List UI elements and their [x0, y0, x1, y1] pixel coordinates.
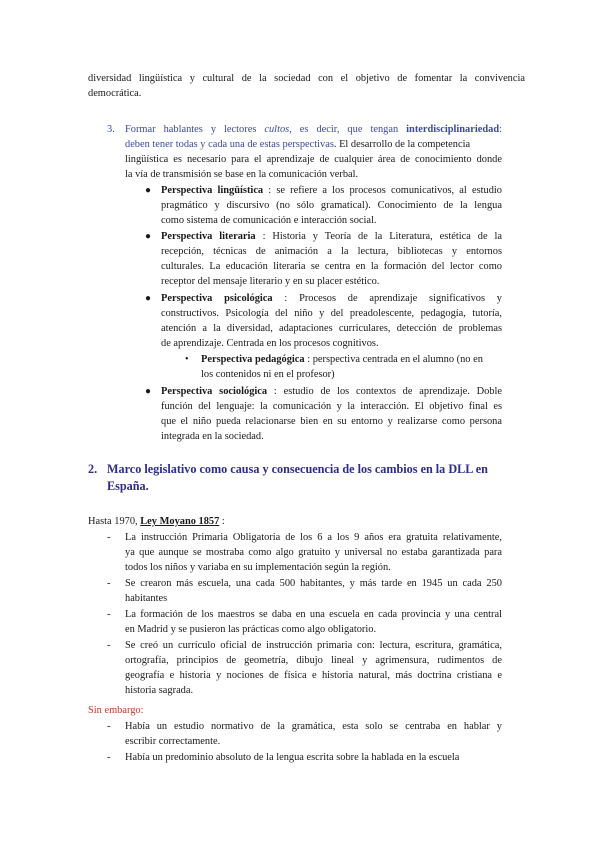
- persp-ped-label: Perspectiva pedagógica: [201, 354, 305, 365]
- persp-ling-line-2: pragmático y discursivo (no sólo gramatical). Conocimiento de la lengua: [161, 200, 502, 211]
- item3-line-4: la vía de transmisión se base en la comunicación verbal.: [125, 169, 359, 180]
- persp-ped-line-2: los contenidos ni en el profesor): [201, 369, 335, 380]
- persp-ped-text: : perspectiva centrada en el alumno (no en: [304, 354, 483, 365]
- dash-5-line-2: escribir correctamente.: [125, 736, 221, 747]
- item3-intro-b: , es decir, que tengan: [289, 124, 407, 135]
- dash-5-line-1: Había un estudio normativo de la gramática, esta solo se centraba en hablar y: [125, 721, 502, 732]
- item3-line-2-blue: deben tener todas y cada una de estas perspectivas: [125, 139, 334, 150]
- dash-icon: -: [107, 752, 111, 763]
- persp-ling-text: : se refiere a los procesos comunicativos, al estudio: [263, 185, 502, 196]
- persp-psi-line-1: [161, 291, 502, 307]
- section2-number: 2.: [88, 462, 98, 476]
- dash-2-line-2: habitantes: [125, 593, 168, 604]
- persp-psi-line-3: atención a la diversidad, adaptaciones curriculares, detección de problemas: [161, 323, 502, 334]
- dash-4-line-2: ortografía, principios de geometría, dibujo lineal y agrimensura, rudimentos de: [125, 655, 502, 666]
- item3-line-2-black: . El desarrollo de la competencia: [333, 139, 471, 150]
- item3-intro-a: Formar hablantes y lectores: [125, 124, 265, 135]
- item3-cultos: cultos: [264, 124, 290, 135]
- persp-soc-line-4: integrada en la sociedad.: [161, 431, 264, 442]
- persp-soc-line-1: [161, 384, 502, 400]
- persp-soc-label: Perspectiva sociológica: [161, 386, 268, 397]
- dash-4-line-1: Se creó un currículo oficial de instrucción primaria con: lectura, escritura, gramática,: [125, 640, 502, 651]
- persp-lit-line-4: receptor del mensaje literario y en su placer estético.: [161, 276, 380, 287]
- item3-line-1: [125, 122, 502, 138]
- dash-4-line-3: geografía e historia y nociones de física e historia natural, más doctrina cristiana e: [125, 670, 502, 681]
- small-bullet-icon: •: [185, 354, 189, 365]
- persp-lit-line-2: recepción, técnicas de animación a la lectura, bibliotecas y entornos: [161, 246, 502, 257]
- persp-ling-line-1: [161, 183, 502, 199]
- hasta-line: [88, 514, 225, 530]
- persp-ling-line-3: como sistema de comunicación e interacción social.: [161, 215, 377, 226]
- section2-title-line-1: Marco legislativo como causa y consecuencia de los cambios en la DLL en: [107, 462, 488, 476]
- bullet-icon: ●: [145, 185, 152, 196]
- dash-1-line-1: La instrucción Primaria Obligatoria de los 6 a los 9 años era gratuita relativamente,: [125, 532, 502, 543]
- intro-line-2: democrática.: [88, 88, 142, 99]
- item3-interdisciplinariedad: interdisciplinariedad: [406, 124, 500, 135]
- dash-2-line-1: Se crearon más escuela, una cada 500 habitantes, y más tarde en 1945 un cada 250: [125, 578, 502, 589]
- dash-icon: -: [107, 609, 111, 620]
- persp-ling-label: Perspectiva lingüística: [161, 185, 264, 196]
- dash-icon: -: [107, 640, 111, 651]
- persp-soc-line-2: función del lenguaje: la comunicación y la interacción. El objetivo final es: [161, 401, 502, 412]
- dash-icon: -: [107, 721, 111, 732]
- persp-lit-text: : Historia y Teoría de la Literatura, estética de la: [255, 231, 502, 242]
- persp-psi-line-4: de aprendizaje. Centrada en los procesos cognitivos.: [161, 338, 379, 349]
- dash-3-line-1: La formación de los maestros se daba en una escuela en cada provincia y una central: [125, 609, 502, 620]
- section2-title-line-2: España.: [107, 479, 149, 493]
- intro-line-1: diversidad lingüística y cultural de la sociedad con el objetivo de fomentar la convivencia: [88, 73, 525, 84]
- dash-icon: -: [107, 532, 111, 543]
- persp-lit-label: Perspectiva literaria: [161, 231, 256, 242]
- sin-embargo-label: Sin embargo:: [88, 705, 144, 716]
- hasta-post: :: [219, 516, 225, 527]
- item3-number: 3.: [107, 124, 115, 135]
- item3-line-3: lingüística es necesario para el aprendizaje de cualquier área de conocimiento donde: [125, 154, 502, 165]
- dash-6-line-1: Había un predominio absoluto de la lengua escrita sobre la hablada en la escuela: [125, 752, 460, 763]
- dash-icon: -: [107, 578, 111, 589]
- persp-lit-line-3: culturales. La educación literaria se centra en la formación del lector como: [161, 261, 502, 272]
- dash-3-line-2: en Madrid y se pusieron las prácticas como algo obligatorio.: [125, 624, 377, 635]
- persp-ped-line-1: [201, 352, 483, 368]
- bullet-icon: ●: [145, 293, 152, 304]
- hasta-pre: Hasta 1970,: [88, 516, 141, 527]
- persp-psi-label: Perspectiva psicológica: [161, 293, 273, 304]
- dash-4-line-4: historia sagrada.: [125, 685, 194, 696]
- persp-lit-line-1: [161, 229, 502, 245]
- persp-psi-line-2: constructivos. Psicología del niño y del preadolescente, pedagogía, tutoría,: [161, 308, 502, 319]
- persp-soc-text: : estudio de los contextos de aprendizaje. Doble: [267, 386, 503, 397]
- persp-psi-text: : Procesos de aprendizaje significativos y: [272, 293, 502, 304]
- item3-colon: :: [499, 124, 502, 135]
- dash-1-line-3: todos los niños y variaba en su implementación según la región.: [125, 562, 391, 573]
- dash-1-line-2: ya que aunque se mostraba como algo gratuito y universal no estaba garantizada para: [125, 547, 502, 558]
- persp-soc-line-3: que el niño pueda relacionarse bien en su entorno y realizarse como persona: [161, 416, 502, 427]
- item3-line-2: [125, 137, 470, 153]
- bullet-icon: ●: [145, 231, 152, 242]
- ley-moyano: Ley Moyano 1857: [140, 516, 220, 527]
- bullet-icon: ●: [145, 386, 152, 397]
